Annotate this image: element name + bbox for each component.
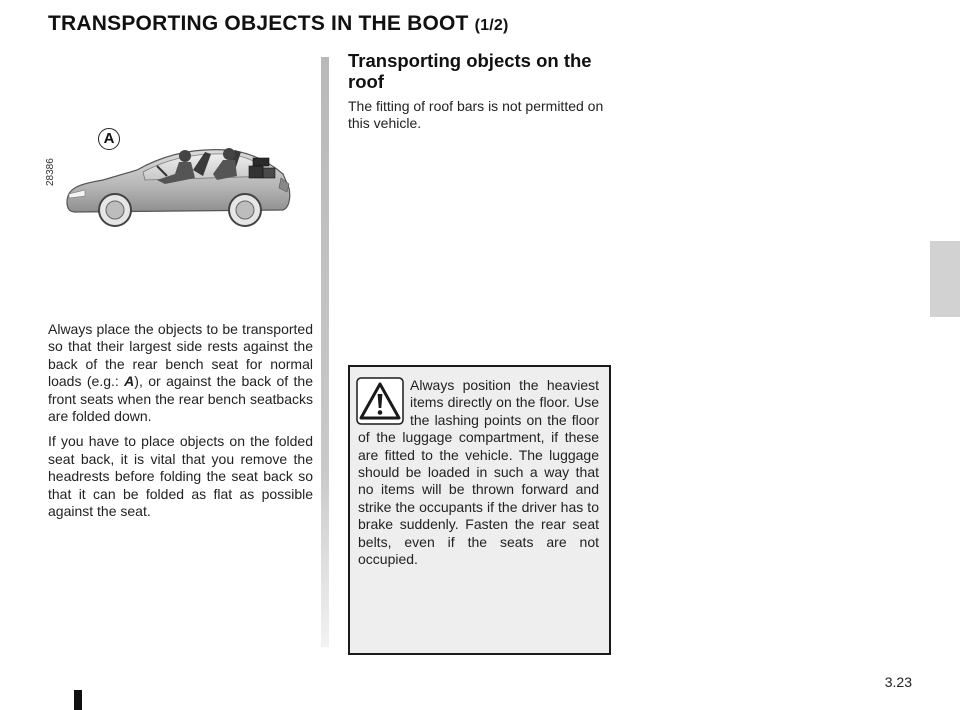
page-title-text: TRANSPORTING OBJECTS IN THE BOOT: [48, 12, 469, 35]
figure-code: 28386: [45, 158, 56, 186]
warning-triangle-icon: [356, 377, 404, 425]
car-loading-illustration: [45, 118, 315, 238]
column-divider: [321, 57, 329, 647]
warning-text: Always position the heaviest items directly on the floor. Use the lashing points on the floor of the luggage compartment, if these are fitted to the vehicle. The luggage should be loaded in such a way that no items will be thrown forward and strike the occupants if the driver has to brake suddenly. Fasten the rear seat belts, even if the seats are not occupied.: [358, 377, 599, 568]
car-side-view-icon: [45, 118, 315, 238]
crop-mark: [74, 690, 82, 710]
paragraph-1-part-2: ), or against the back of the front seats when the rear bench seatbacks are folded down.: [48, 373, 313, 425]
left-column-text: [48, 321, 313, 528]
page-number: 3.23: [884, 674, 912, 690]
loading-instructions-paragraph: [48, 321, 313, 425]
page-title-suffix: (1/2): [474, 17, 509, 34]
page-title: [48, 12, 509, 36]
roof-section-heading: Transporting objects on the roof: [348, 50, 592, 92]
paragraph-1-part-1: Always place the objects to be transported so that their largest side rests against the back of the rear bench seat for normal loads (e.g.:: [48, 321, 313, 390]
headrest-instructions-paragraph: If you have to place objects on the folded seat back, it is vital that you remove the headrests before folding the seat back so that it can be folded as flat as possible against the seat.: [48, 433, 313, 520]
warning-box: [348, 365, 611, 655]
chapter-tab: [930, 241, 960, 317]
callout-badge-a: A: [98, 128, 120, 150]
reference-a: A: [124, 373, 135, 390]
roof-section-body: The fitting of roof bars is not permitted on this vehicle.: [348, 98, 604, 132]
